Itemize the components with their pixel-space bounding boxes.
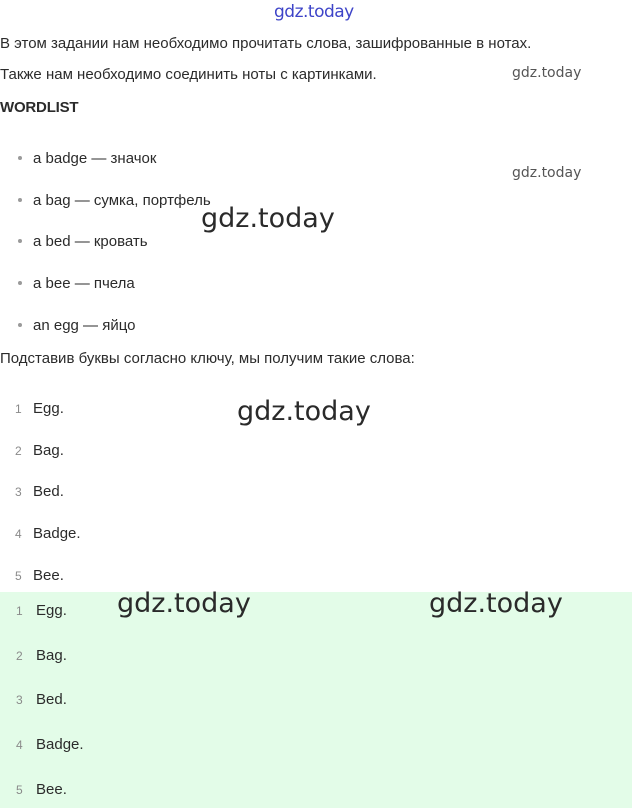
wordlist-text: a bed — кровать [33, 233, 148, 250]
item-number: 3 [15, 485, 22, 499]
intro-line-2: Также нам необходимо соединить ноты с картинками. [0, 66, 377, 83]
item-word: Bee. [36, 781, 67, 798]
item-number: 2 [16, 649, 23, 663]
item-word: Bed. [33, 483, 64, 500]
item-number: 5 [16, 783, 23, 797]
watermark: gdz.today [201, 203, 335, 234]
item-number: 3 [16, 693, 23, 707]
list-item [18, 317, 135, 334]
answer-box [0, 592, 632, 808]
item-word: Bag. [33, 442, 64, 459]
item-number: 4 [15, 527, 22, 541]
item-word: Bag. [36, 647, 67, 664]
list-item [16, 781, 67, 798]
item-number: 1 [16, 604, 23, 618]
bullet-icon [18, 281, 22, 285]
watermark: gdz.today [237, 396, 371, 427]
bullet-icon [18, 239, 22, 243]
wordlist-text: a bag — сумка, портфель [33, 192, 211, 209]
list-item [15, 400, 64, 417]
wordlist-heading: WORDLIST [0, 99, 79, 116]
list-item [18, 233, 148, 250]
list-item [16, 736, 84, 753]
item-number: 2 [15, 444, 22, 458]
list-item [15, 442, 64, 459]
watermark: gdz.today [512, 165, 582, 181]
list-item [15, 525, 81, 542]
wordlist-text: an egg — яйцо [33, 317, 136, 334]
bullet-icon [18, 156, 22, 160]
list-item [18, 275, 135, 292]
wordlist-text: a bee — пчела [33, 275, 135, 292]
list-item [16, 602, 67, 619]
bullet-icon [18, 198, 22, 202]
list-item [18, 150, 156, 167]
item-number: 1 [15, 402, 22, 416]
item-word: Bee. [33, 567, 64, 584]
item-number: 5 [15, 569, 22, 583]
site-logo[interactable]: gdz.today [274, 2, 354, 22]
item-word: Badge. [33, 525, 81, 542]
substitution-lead: Подставив буквы согласно ключу, мы получим такие слова: [0, 350, 415, 367]
item-number: 4 [16, 738, 23, 752]
list-item [18, 192, 211, 209]
list-item [15, 483, 64, 500]
list-item [15, 567, 64, 584]
watermark: gdz.today [117, 588, 251, 619]
list-item [16, 691, 67, 708]
item-word: Bed. [36, 691, 67, 708]
watermark: gdz.today [512, 65, 582, 81]
wordlist-text: a badge — значок [33, 150, 157, 167]
item-word: Egg. [36, 602, 67, 619]
bullet-icon [18, 323, 22, 327]
item-word: Badge. [36, 736, 84, 753]
list-item [16, 647, 67, 664]
item-word: Egg. [33, 400, 64, 417]
intro-line-1: В этом задании нам необходимо прочитать слова, зашифрованные в нотах. [0, 35, 532, 52]
watermark: gdz.today [429, 588, 563, 619]
